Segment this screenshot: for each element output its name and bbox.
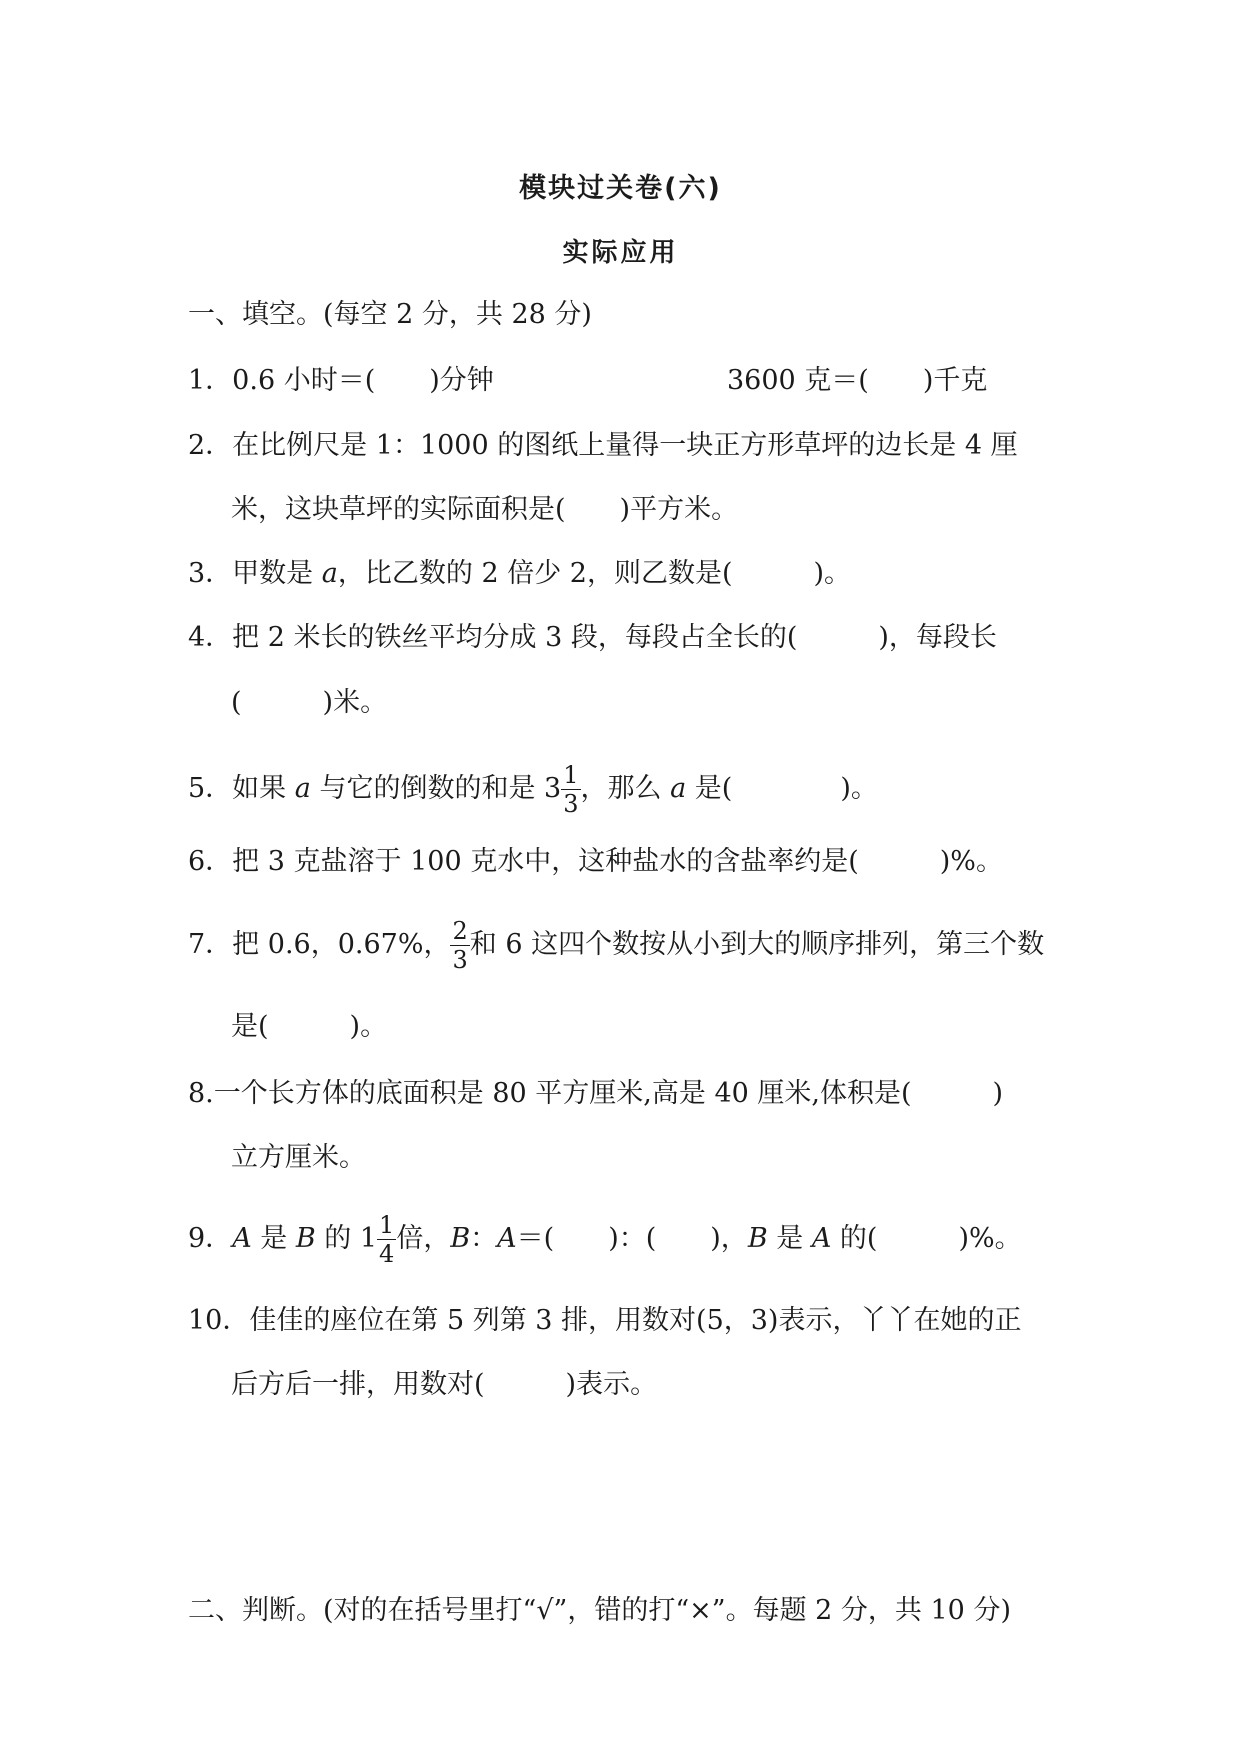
question-3 [188, 557, 851, 591]
variable-a: a [670, 773, 687, 804]
question-4-line-1: 4．把 2 米长的铁丝平均分成 3 段，每段占全长的( )，每段长 [188, 622, 997, 653]
section-1-heading: 一、填空。(每空 2 分，共 28 分) [188, 299, 592, 330]
fraction-one-quarter [377, 1213, 396, 1266]
variable-B: B [450, 1223, 471, 1254]
variable-a: a [294, 773, 311, 804]
question-1-right: 3600 克＝( )千克 [727, 365, 988, 396]
fraction-numerator: 1 [563, 761, 579, 789]
section-2-heading: 二、判断。(对的在括号里打“√”，错的打“×”。每题 2 分，共 10 分) [188, 1595, 1011, 1626]
question-7-line-2: 是( )。 [231, 1011, 388, 1042]
fraction-numerator: 2 [452, 917, 468, 945]
fraction-numerator: 1 [379, 1211, 395, 1239]
question-10-line-1: 10．佳佳的座位在第 5 列第 3 排，用数对(5，3)表示，丫丫在她的正 [188, 1305, 1022, 1336]
question-8-line-1: 8.一个长方体的底面积是 80 平方厘米,高是 40 厘米,体积是( ) [188, 1078, 1004, 1109]
variable-A: A [497, 1223, 517, 1254]
question-5-pre: 5．如果 [188, 773, 295, 804]
question-1-left: 1．0.6 小时＝( )分钟 [188, 365, 494, 396]
question-9-text: 的 1 [315, 1223, 378, 1254]
question-3-post: ，比乙数的 2 倍少 2，则乙数是( )。 [337, 558, 852, 589]
fraction-denominator: 4 [379, 1240, 395, 1268]
question-6: 6．把 3 克盐溶于 100 克水中，这种盐水的含盐率约是( )%。 [188, 846, 1003, 877]
question-5-post: 是( )。 [686, 773, 878, 804]
question-9 [188, 1204, 1022, 1274]
question-5-mid-2: ，那么 [580, 773, 671, 804]
page-subtitle: 实际应用 [562, 238, 679, 268]
variable-B: B [747, 1223, 768, 1254]
fraction-denominator: 3 [452, 946, 468, 974]
question-9-text: 是 [251, 1223, 296, 1254]
question-9-text: ＝( )：( )， [516, 1223, 748, 1254]
question-9-text: ： [470, 1223, 498, 1254]
question-2-line-2: 米，这块草坪的实际面积是( )平方米。 [231, 494, 739, 525]
question-5-mid: 与它的倒数的和是 3 [310, 773, 562, 804]
variable-a: a [321, 558, 338, 589]
page-title: 模块过关卷(六) [519, 173, 722, 204]
question-9-number: 9． [188, 1223, 233, 1254]
question-4-line-2: ( )米。 [231, 687, 388, 718]
fraction-one-third [561, 763, 580, 816]
variable-A: A [232, 1223, 252, 1254]
fraction-two-thirds [450, 919, 469, 972]
question-8-line-2: 立方厘米。 [231, 1142, 366, 1173]
question-7-line-1 [188, 910, 1044, 980]
fraction-denominator: 3 [563, 790, 579, 818]
question-5 [188, 754, 878, 824]
question-9-text: 是 [767, 1223, 812, 1254]
question-7-pre: 7．把 0.6，0.67%， [188, 929, 451, 960]
question-9-text: 的( )%。 [831, 1223, 1022, 1254]
question-10-line-2: 后方后一排，用数对( )表示。 [231, 1369, 658, 1400]
question-7-post: 和 6 这四个数按从小到大的顺序排列，第三个数 [469, 929, 1045, 960]
question-9-text: 倍， [396, 1223, 451, 1254]
question-3-pre: 3．甲数是 [188, 558, 322, 589]
question-2-line-1: 2．在比例尺是 1：1000 的图纸上量得一块正方形草坪的边长是 4 厘 [188, 430, 1018, 461]
variable-B: B [295, 1223, 316, 1254]
variable-A: A [811, 1223, 832, 1254]
